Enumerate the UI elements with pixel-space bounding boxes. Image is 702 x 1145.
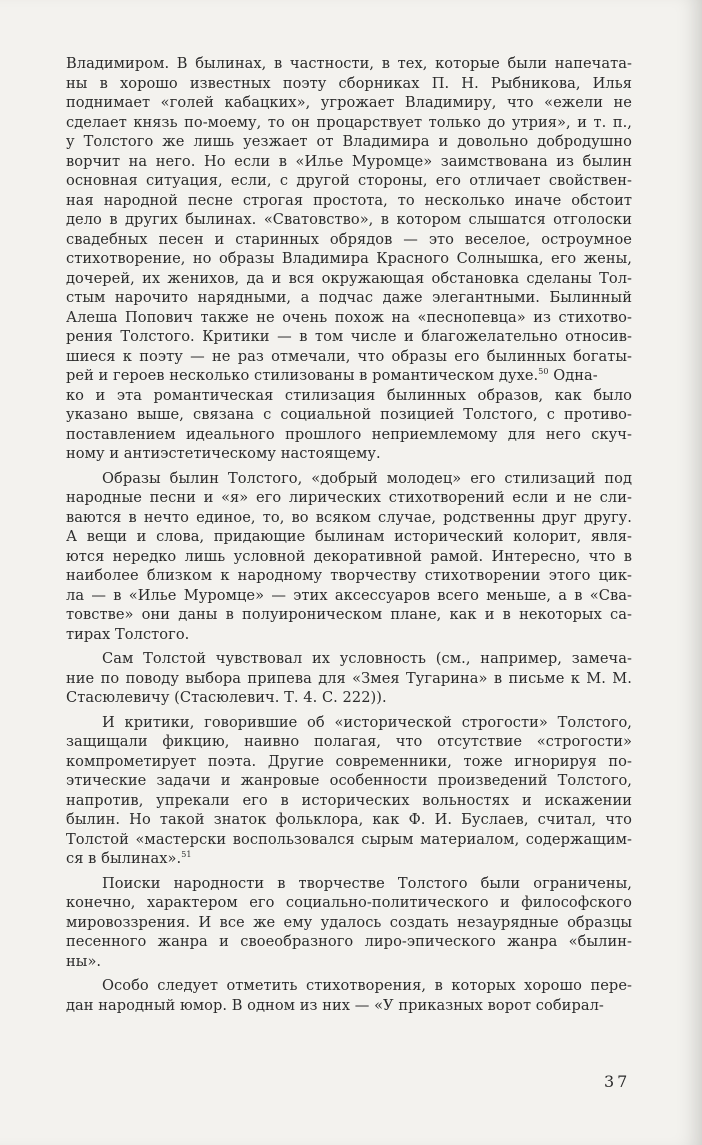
paragraph <box>66 874 632 972</box>
paragraph <box>66 713 632 869</box>
text-line: А вещи и слова, придающие былинам исторический колорит, явля- <box>66 528 632 545</box>
text-line: ны». <box>66 952 102 970</box>
footnote-marker: 50 <box>538 367 549 376</box>
text-line: ла — в «Илье Муромце» — этих аксессуаров всего меньше, а в «Сва- <box>66 586 632 604</box>
text-line: Образы былин Толстого, «добрый молодец» его стилизаций под <box>102 469 632 487</box>
text-line: народные песни и «я» его лирических стихотворений если и не сли- <box>66 489 632 506</box>
text-line: свадебных песен и старинных обрядов — это веселое, остроумное <box>66 230 632 248</box>
text-line: дело в других былинах. «Сватовство», в котором слышатся отголоски <box>66 211 632 228</box>
text-line: Толстой «мастерски воспользовался сырым материалом, содержащим- <box>66 830 632 848</box>
text-line: товстве» они даны в полуироническом плане, как и в некоторых са- <box>66 606 632 623</box>
page-text <box>66 54 632 1015</box>
page-number: 37 <box>604 1072 631 1091</box>
paragraph <box>66 976 632 1015</box>
text-line: поставлением идеального прошлого неприемлемому для него скуч- <box>66 425 632 443</box>
text-line: былин. Но такой знаток фольклора, как Ф. И. Буслаев, считал, что <box>66 811 632 828</box>
text-line: стихотворение, но образы Владимира Красного Солнышка, его жены, <box>66 250 632 267</box>
text-line: дочерей, их женихов, да и вся окружающая обстановка сделаны Тол- <box>66 269 632 287</box>
text-line: стым нарочито нарядными, а подчас даже элегантными. Былинный <box>66 289 632 306</box>
text-line: тирах Толстого. <box>66 625 190 643</box>
text-line: Алеша Попович также не очень похож на «песнопевца» из стихотво- <box>66 308 632 326</box>
text-line: дан народный юмор. В одном из них — «У приказных ворот собирал- <box>66 996 604 1014</box>
text-line: Сам Толстой чувствовал их условность (см., например, замеча- <box>102 650 632 667</box>
paragraph <box>66 649 632 708</box>
text-line: ние по поводу выбора припева для «Змея Тугарина» в письме к М. М. <box>66 669 632 687</box>
text-line: ваются в нечто единое, то, во всяком случае, родственны друг другу. <box>66 508 632 526</box>
text-fragment: Одна- <box>548 367 598 384</box>
text-line: Поиски народности в творчестве Толстого были ограничены, <box>102 874 632 892</box>
text-line: основная ситуация, если, с другой стороны, его отличает свойствен- <box>66 172 632 189</box>
text-line: этические задачи и жанровые особенности произведений Толстого, <box>66 772 632 789</box>
text-line: песенного жанра и своеобразного лиро-эпического жанра «былин- <box>66 933 632 950</box>
text-line: И критики, говорившие об «исторической строгости» Толстого, <box>102 713 632 731</box>
text-line: сделает князь по-моему, то он процарствует только до утрия», и т. п., <box>66 113 632 131</box>
text-line: ворчит на него. Но если в «Илье Муромце» заимствована из былин <box>66 152 632 170</box>
text-line <box>66 849 632 869</box>
text-line: Владимиром. В былинах, в частности, в тех, которые были напечата- <box>66 55 632 72</box>
text-line: Стасюлевичу (Стасюлевич. Т. 4. С. 222)). <box>66 689 387 706</box>
text-line: защищали фикцию, наивно полагая, что отсутствие «строгости» <box>66 733 632 750</box>
text-line: ная народной песне строгая простота, то несколько иначе обстоит <box>66 191 632 209</box>
text-line: наиболее близком к народному творчеству стихотворении этого цик- <box>66 567 632 584</box>
text-line: ко и эта романтическая стилизация былинных образов, как было <box>66 386 632 404</box>
text-line: Особо следует отметить стихотворения, в которых хорошо пере- <box>102 977 632 994</box>
text-line: шиеся к поэту — не раз отмечали, что образы его былинных богаты- <box>66 347 632 365</box>
paragraph <box>66 469 632 645</box>
text-line: напротив, упрекали его в исторических вольностях и искажении <box>66 791 632 809</box>
paragraph <box>66 54 632 464</box>
text-line: у Толстого же лишь уезжает от Владимира и довольно добродушно <box>66 133 632 150</box>
text-line: указано выше, связана с социальной позицией Толстого, с противо- <box>66 406 632 423</box>
text-line <box>66 366 632 386</box>
text-line: мировоззрения. И все же ему удалось создать незаурядные образцы <box>66 913 632 931</box>
text-line: ются нередко лишь условной декоративной рамой. Интересно, что в <box>66 547 632 565</box>
footnote-marker: 51 <box>181 850 192 859</box>
text-fragment: рей и героев несколько стилизованы в романтическом духе. <box>66 367 539 384</box>
text-line: конечно, характером его социально-политического и философского <box>66 894 632 911</box>
text-fragment: ся в былинах». <box>66 850 182 867</box>
text-line: поднимает «голей кабацких», угрожает Владимиру, что «ежели не <box>66 94 632 111</box>
text-line: ному и антиэстетическому настоящему. <box>66 445 381 462</box>
text-line: ны в хорошо известных поэту сборниках П. Н. Рыбникова, Илья <box>66 74 632 92</box>
text-line: компрометирует поэта. Другие современники, тоже игнорируя по- <box>66 752 632 770</box>
text-line: рения Толстого. Критики — в том числе и благожелательно относив- <box>66 328 632 345</box>
